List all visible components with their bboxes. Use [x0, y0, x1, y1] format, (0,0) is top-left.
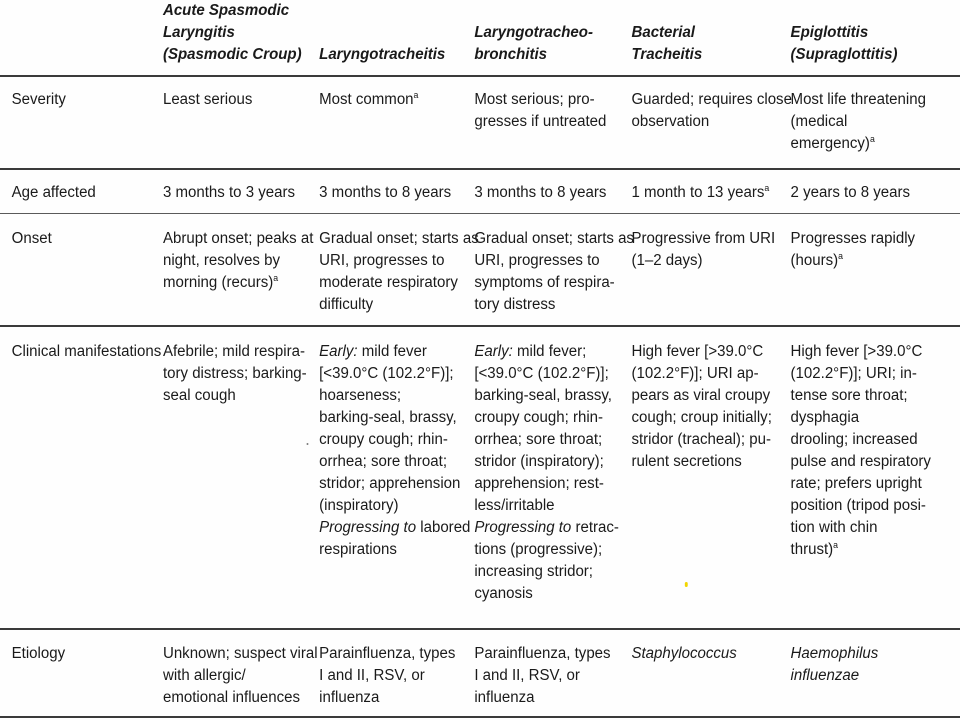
cell-etiology-bacterial: Staphylococcus	[631, 645, 737, 662]
row-rule	[0, 325, 960, 327]
column-header-laryngotracheobronchitis: Laryngotracheo- bronchitis	[474, 24, 593, 63]
row-rule	[0, 168, 960, 170]
row-label-onset: Onset	[11, 230, 52, 247]
header-rule	[0, 75, 960, 77]
row-label-age: Age affected	[11, 184, 96, 201]
cell-severity-bacterial: Guarded; requires close observation	[631, 91, 792, 130]
cell-severity-laryngotracheitis: Most common$^a$	[319, 89, 419, 108]
bottom-rule	[0, 716, 960, 718]
cell-age-laryngotracheitis: 3 months to 8 years	[319, 184, 452, 201]
cell-onset-bacterial: Progressive from URI (1–2 days)	[631, 230, 776, 269]
cell-clinical-ltb: Early: mild fever; [<39.0°C (102.2°F)]; barking-seal, brassy, croupy cough; rhin- orrhea; sore throat; stridor (inspiratory); apprehension; rest- less/irritable Progressing to retrac- tions (progressive); increasing stridor; cyanosis	[474, 343, 619, 602]
cell-clinical-bacterial: High fever [>39.0°C (102.2°F)]; URI ap- pears as viral croupy cough; croup initially; stridor (tracheal); pu- rulent secretions	[631, 343, 772, 470]
cell-etiology-epiglottitis: Haemophilus influenzae	[790, 645, 879, 684]
cell-severity-ltb: Most serious; pro- gresses if untreated	[474, 91, 607, 130]
cell-age-bacterial: 1 month to 13 years$^a$	[631, 182, 770, 201]
cell-clinical-epiglottitis: High fever [>39.0°C (102.2°F)]; URI; in- tense sore throat; dysphagia drooling; increased pulse and respiratory rate; prefers upright position (tripod posi- tion with chin thrust)$^a$	[790, 343, 931, 558]
column-header-bacterial-tracheitis: Bacterial Tracheitis	[631, 24, 703, 63]
cell-severity-epiglottitis: Most life threatening (medical emergency)$^a$	[790, 91, 926, 152]
row-rule	[0, 213, 960, 214]
cell-age-spasmodic: 3 months to 3 years	[162, 184, 296, 201]
cell-age-ltb: 3 months to 8 years	[474, 184, 607, 201]
column-header-laryngotracheitis: Laryngotracheitis	[319, 46, 446, 63]
column-header-spasmodic-croup: Acute Spasmodic Laryngitis (Spasmodic Croup)	[162, 2, 302, 63]
row-label-etiology: Etiology	[11, 645, 66, 662]
cell-clinical-laryngotracheitis: Early: mild fever [<39.0°C (102.2°F)]; hoarseness; barking-seal, brassy, croupy cough; rhin- orrhea; sore throat; stridor; apprehension (inspiratory) Progressing to labored respirations	[319, 343, 471, 558]
cell-etiology-laryngotracheitis: Parainfluenza, types I and II, RSV, or influenza	[319, 645, 456, 706]
cell-onset-laryngotracheitis: Gradual onset; starts as URI, progresses to moderate respiratory difficulty	[319, 230, 479, 313]
cell-onset-spasmodic: Abrupt onset; peaks at night, resolves by morning (recurs)$^a$	[162, 230, 314, 291]
row-rule	[0, 628, 960, 630]
cell-age-epiglottitis: 2 years to 8 years	[790, 184, 911, 201]
scan-speck	[685, 582, 688, 587]
cell-etiology-spasmodic: Unknown; suspect viral with allergic/ emotional influences	[162, 645, 318, 706]
cell-onset-ltb: Gradual onset; starts as URI, progresses to symptoms of respira- tory distress	[474, 230, 634, 313]
cell-severity-spasmodic: Least serious	[162, 91, 253, 108]
cell-onset-epiglottitis: Progresses rapidly (hours)$^a$	[790, 230, 916, 269]
cell-clinical-spasmodic: Afebrile; mild respira- tory distress; barking- seal cough	[162, 343, 307, 404]
row-label-clinical: Clinical manifestations	[11, 343, 162, 360]
scan-speck	[307, 443, 309, 445]
cell-etiology-ltb: Parainfluenza, types I and II, RSV, or influenza	[474, 645, 611, 706]
row-label-severity: Severity	[11, 91, 66, 108]
column-header-epiglottitis: Epiglottitis (Supraglottitis)	[790, 24, 898, 63]
